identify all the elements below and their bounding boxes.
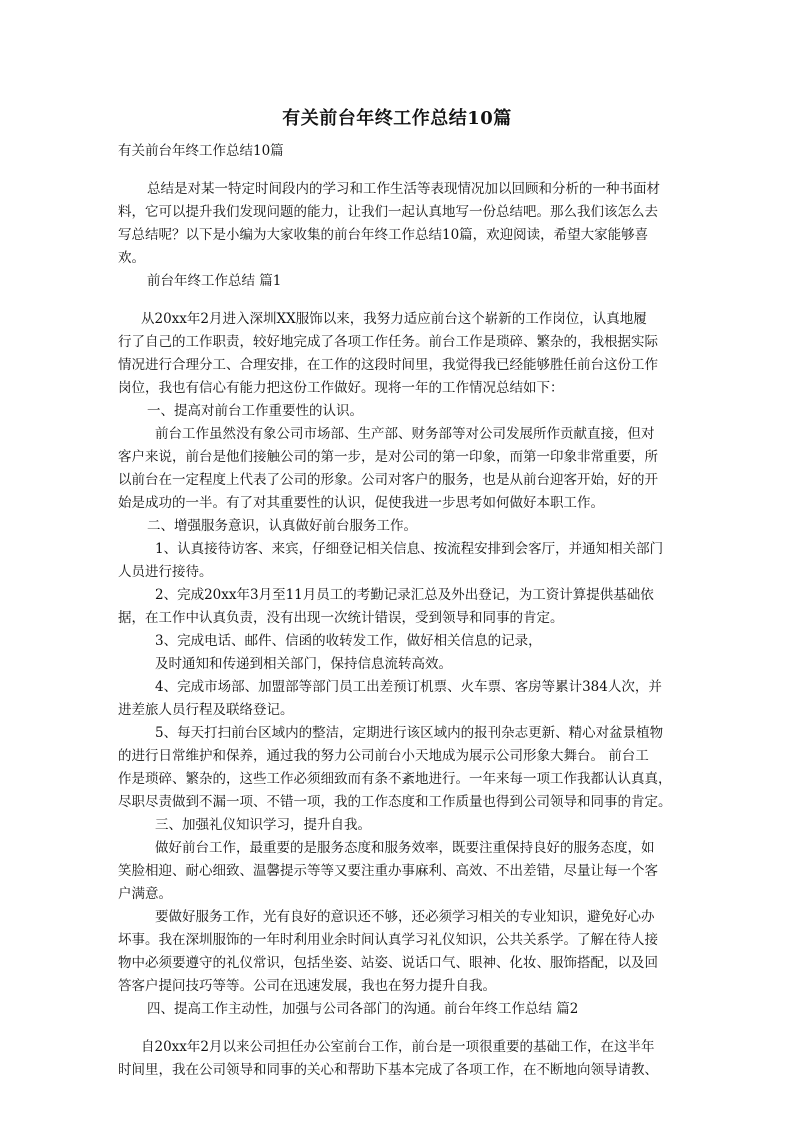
section-heading: 三、加强礼仪知识学习，提升自我。 bbox=[155, 817, 371, 833]
section-heading: 一、提高对前台工作重要性的认识。 bbox=[147, 403, 363, 419]
text-line: 岗位，我也有信心有能力把这份工作做好。现将一年的工作情况总结如下： bbox=[118, 380, 564, 396]
section-heading: 前台年终工作总结 篇1 bbox=[147, 273, 282, 289]
text-line: 写总结呢？以下是小编为大家收集的前台年终工作总结10篇，欢迎阅读，希望大家能够喜 bbox=[118, 227, 649, 243]
text-line: 自20xx年2月以来公司担任办公室前台工作，前台是一项很重要的基础工作，在这半年 bbox=[141, 1039, 655, 1055]
text-line: 人员进行接待。 bbox=[118, 564, 213, 580]
document-title: 有关前台年终工作总结10篇 bbox=[282, 108, 512, 129]
text-line: 笑脸相迎、耐心细致、温馨提示等等又要注重办事麻利、高效、不出差错，尽量让每一个客 bbox=[118, 863, 658, 879]
text-line: 3、完成电话、邮件、信函的收转发工作，做好相关信息的记录， bbox=[155, 633, 542, 649]
text-line: 客户来说，前台是他们接触公司的第一步，是对公司的第一印象，而第一印象非常重要，所 bbox=[118, 449, 658, 465]
text-line: 物中必须要遵守的礼仪常识，包括坐姿、站姿、说话口气、眼神、化妆、服饰搭配，以及回 bbox=[118, 955, 658, 971]
text-line: 时间里，我在公司领导和同事的关心和帮助下基本完成了各项工作，在不断地向领导请教、 bbox=[118, 1062, 658, 1078]
text-line: 行了自己的工作职责，较好地完成了各项工作任务。前台工作是琐碎、繁杂的，我根据实际 bbox=[118, 334, 658, 350]
text-line: 情况进行合理分工、合理安排，在工作的这段时间里，我觉得我已经能够胜任前台这份工作 bbox=[118, 357, 658, 373]
text-line: 作是琐碎、繁杂的，这些工作必须细致而有条不紊地进行。一年来每一项工作我都认认真真， bbox=[118, 771, 672, 787]
text-line: 答客户提问技巧等等。公司在迅速发展，我也在努力提升自我。 bbox=[118, 978, 496, 994]
text-line: 料，它可以提升我们发现问题的能力，让我们一起认真地写一份总结吧。那么我们该怎么去 bbox=[118, 204, 658, 220]
text-line: 尽职尽责做到不漏一项、不错一项，我的工作态度和工作质量也得到公司领导和同事的肯定。 bbox=[118, 794, 672, 810]
text-line: 以前台在一定程度上代表了公司的形象。公司对客户的服务，也是从前台迎客开始，好的开 bbox=[118, 472, 658, 488]
text-line: 要做好服务工作，光有良好的意识还不够，还必须学习相关的专业知识，避免好心办 bbox=[155, 909, 655, 925]
text-line: 始是成功的一半。有了对其重要性的认识，促使我进一步思考如何做好本职工作。 bbox=[118, 495, 604, 511]
text-line: 的进行日常维护和保养，通过我的努力公司前台小天地成为展示公司形象大舞台。 前台工 bbox=[118, 748, 649, 764]
text-line: 前台工作虽然没有象公司市场部、生产部、财务部等对公司发展所作贡献直接，但对 bbox=[155, 426, 655, 442]
text-line: 2、完成20xx年3月至11月员工的考勤记录汇总及外出登记，为工资计算提供基础依 bbox=[155, 587, 654, 603]
text-line: 4、完成市场部、加盟部等部门员工出差预订机票、火车票、客房等累计384人次，并 bbox=[155, 679, 662, 695]
text-line: 坏事。我在深圳服饰的一年时利用业余时间认真学习礼仪知识，公共关系学。了解在待人接 bbox=[118, 932, 658, 948]
text-line: 总结是对某一特定时间段内的学习和工作生活等表现情况加以回顾和分析的一种书面材 bbox=[147, 181, 660, 197]
text-line: 及时通知和传递到相关部门，保持信息流转高效。 bbox=[155, 656, 452, 672]
text-line: 从20xx年2月进入深圳XX服饰以来，我努力适应前台这个崭新的工作岗位，认真地履 bbox=[141, 311, 647, 327]
text-line: 做好前台工作，最重要的是服务态度和服务效率，既要注重保持良好的服务态度，如 bbox=[155, 840, 655, 856]
text-line: 5、每天打扫前台区域内的整洁，定期进行该区域内的报刊杂志更新、精心对盆景植物 bbox=[155, 725, 664, 741]
text-line: 欢。 bbox=[118, 250, 145, 266]
document-subtitle: 有关前台年终工作总结10篇 bbox=[118, 143, 284, 159]
text-line: 进差旅人员行程及联络登记。 bbox=[118, 702, 294, 718]
section-heading: 四、提高工作主动性，加强与公司各部门的沟通。前台年终工作总结 篇2 bbox=[147, 1001, 579, 1017]
text-line: 户满意。 bbox=[118, 886, 172, 902]
text-line: 1、认真接待访客、来宾，仔细登记相关信息、按流程安排到会客厅，并通知相关部门 bbox=[155, 541, 664, 557]
section-heading: 二、增强服务意识，认真做好前台服务工作。 bbox=[147, 518, 417, 534]
text-line: 据，在工作中认真负责，没有出现一次统计错误，受到领导和同事的肯定。 bbox=[118, 610, 564, 626]
